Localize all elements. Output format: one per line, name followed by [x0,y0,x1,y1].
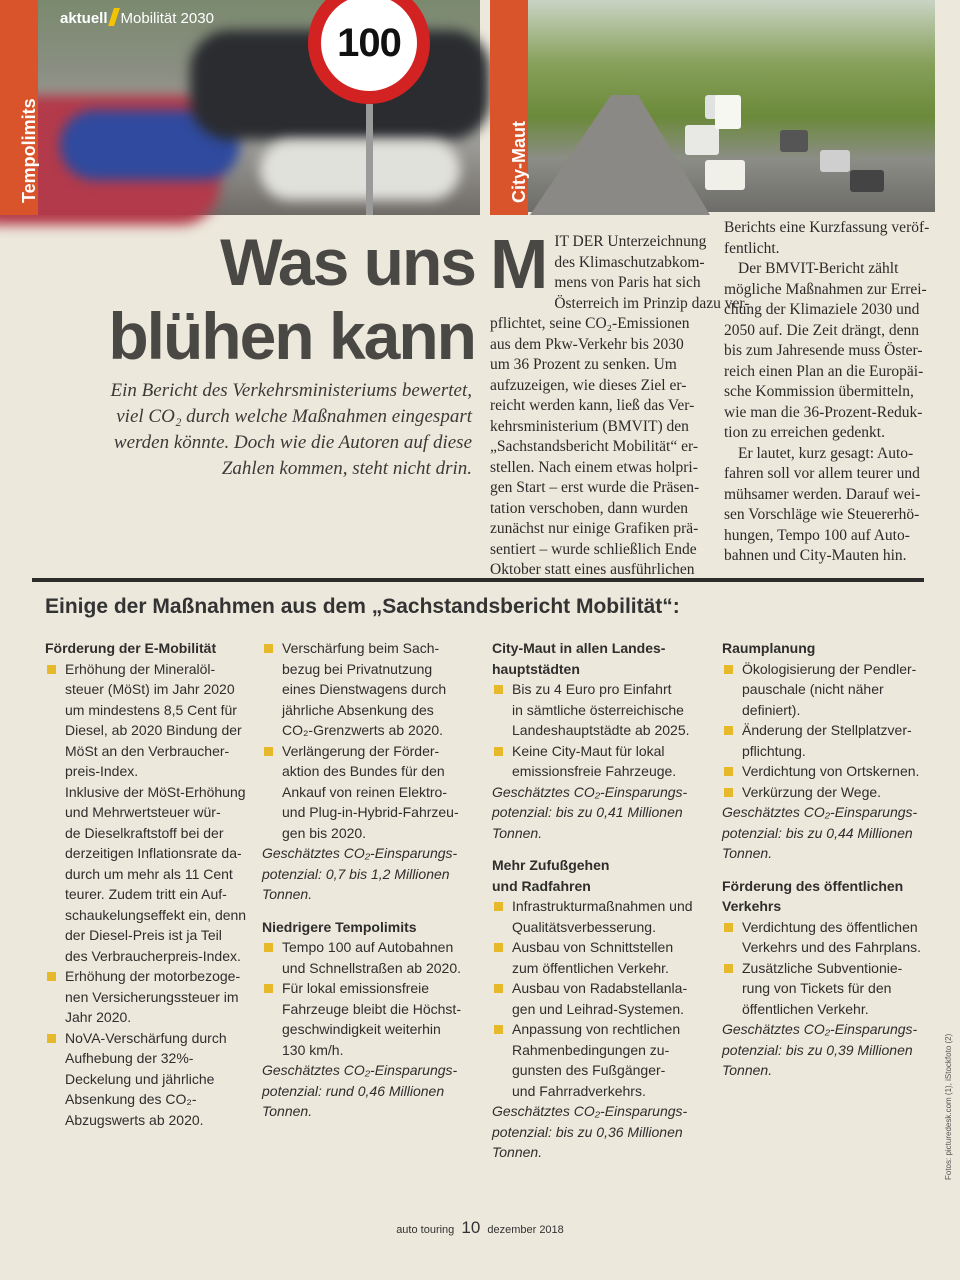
lede-line: Ein Bericht des Verkehrsministeriums bewertet, [110,380,472,401]
traffic-car [780,130,808,152]
bullet-line: teurer. Zudem tritt ein Auf- [65,886,227,902]
bullet-line: jährliche Absenkung des [282,701,434,718]
bullet-item: Verdichtung von Ortskernen. [722,761,937,782]
measures-column-3 [492,638,712,1163]
tab-label: Tempolimits [19,98,39,203]
body-line: IT DER Unterzeichnung [554,233,707,250]
measure-heading: City-Maut in allen Landes- [492,640,666,656]
body-line: fentlicht. [724,239,780,257]
body-line: um 36 Prozent zu senken. Um [490,356,677,373]
speed-value: 100 [337,20,401,65]
bullet-item: Verschärfung beim Sach- [262,638,482,659]
magazine-name: auto touring [396,1224,455,1236]
bullet-line: MöSt an den Verbraucher- [65,742,230,759]
savings-estimate: Tonnen. [492,824,543,841]
page-footer [0,1218,960,1238]
drop-cap: M [490,225,549,303]
traffic-truck [715,95,741,129]
traffic-car [850,170,884,192]
bullet-line: pflichtung. [742,742,806,759]
road [530,95,710,215]
bullet-line: nen Versicherungssteuer im [65,988,239,1005]
section-name: aktuell [60,10,108,27]
sign-pole [366,104,373,215]
measure-heading: Förderung der E-Mobilität [45,640,217,656]
lede-line: Zahlen kommen, steht nicht drin. [221,458,472,479]
bullet-line: Aufhebung der 32%- [65,1050,194,1066]
bullet-item: Ökologisierung der Pendler- [722,659,937,680]
savings-estimate: Geschätztes CO₂-Einsparungs- [262,845,458,861]
traffic-car [705,160,745,190]
spacer [262,905,482,917]
bullet-line: CO₂-Grenzwerts ab 2020. [282,722,444,738]
bullet-item: Verkürzung der Wege. [722,782,937,803]
body-line: aus dem Pkw-Verkehr bis 2030 [490,335,684,353]
savings-estimate: Tonnen. [262,886,313,902]
savings-estimate: potenzial: 0,7 bis 1,2 Millionen [262,865,450,882]
bullet-item: NoVA-Verschärfung durch [45,1028,255,1049]
bullet-item: Ausbau von Radabstellanla- [492,978,712,999]
body-line: kehrsministerium (BMVIT) den [490,417,689,435]
body-line: bahnen und City-Mauten hin. [724,547,907,564]
measure-heading: Niedrigere Tempolimits [262,918,417,935]
bullet-line: Diesel, ab 2020 Bindung der [65,722,242,738]
bullet-item: Erhöhung der motorbezoge- [45,966,255,987]
body-line: chung der Klimaziele 2030 und [724,301,920,318]
bullet-line: Jahr 2020. [65,1009,132,1025]
body-line: zunächst nur einige Grafiken prä- [490,520,699,537]
bullet-line: zum öffentlichen Verkehr. [512,959,669,976]
savings-estimate: Geschätztes CO₂-Einsparungs- [492,783,688,800]
body-line: tation verschoben, dann wurden [490,499,688,517]
savings-estimate: Geschätztes CO₂-Einsparungs- [722,1021,918,1037]
bullet-line: Inklusive der MöSt-Erhöhung [65,783,246,800]
body-line: reicht werden kann, ließ das Ver- [490,397,695,414]
bullet-line: Rahmenbedingungen zu- [512,1041,670,1058]
bullet-line: rung von Tickets für den [742,980,892,996]
bullet-line: pauschale (nicht näher [742,681,884,697]
body-line: 2050 auf. Die Zeit drängt, denn [724,321,919,339]
headline-line: Was uns [220,225,475,299]
savings-estimate: Geschätztes CO₂-Einsparungs- [262,1062,458,1078]
lede-line: werden könnte. Doch wie die Autoren auf diese [113,432,472,453]
bullet-line: öffentlichen Verkehr. [742,1000,869,1017]
bullet-line: definiert). [742,701,801,718]
body-line: bis zum Jahresende muss Öster- [724,342,923,359]
savings-estimate: potenzial: bis zu 0,36 Millionen [492,1123,683,1140]
bullet-line: Deckelung und jährliche [65,1070,215,1087]
measure-heading: Raumplanung [722,640,816,656]
body-line: Er lautet, kurz gesagt: Auto- [738,444,914,462]
bullet-line: der Diesel-Preis ist ja Teil [65,927,222,943]
savings-estimate: potenzial: rund 0,46 Millionen [262,1082,445,1099]
body-column-2 [724,218,930,567]
lede-line: viel CO₂ durch welche Maßnahmen eingespart [116,406,472,427]
bullet-line: derzeitigen Inflationsrate da- [65,845,242,861]
bullet-item: Tempo 100 auf Autobahnen [262,937,482,958]
bullet-line: und Schnellstraßen ab 2020. [282,959,462,976]
bullet-item: Verdichtung des öffentlichen [722,917,937,938]
body-line: sche Kommission übermitteln, [724,383,914,400]
bullet-item: Für lokal emissionsfreie [262,978,482,999]
savings-estimate: Tonnen. [262,1103,313,1119]
savings-estimate: potenzial: bis zu 0,39 Millionen [722,1041,913,1058]
bullet-line: de Dieselkraftstoff bei der [65,824,224,841]
bullet-item: Anpassung von rechtlichen [492,1019,712,1040]
savings-estimate: Tonnen. [722,845,773,861]
body-line: „Sachstandsbericht Mobilität“ er- [490,438,699,455]
measures-column-2 [262,638,482,1122]
bullet-line: Ankauf von reinen Elektro- [282,783,447,800]
body-column-1 [490,225,750,581]
body-line: reich einen Plan an die Europäi- [724,362,924,380]
traffic-car [685,125,719,155]
tab-label: City-Maut [509,121,529,203]
bullet-line: steuer (MöSt) im Jahr 2020 [65,681,235,697]
measure-heading: hauptstädten [492,660,580,677]
traffic-car [820,150,850,172]
blurred-car [260,140,460,200]
bullet-item: Ausbau von Schnittstellen [492,937,712,958]
bullet-line: durch um mehr als 11 Cent [65,865,233,882]
body-line: sen Vorschläge wie Steuererhö- [724,506,920,523]
savings-estimate: Tonnen. [722,1062,773,1078]
bullet-line: und Mehrwertsteuer wür- [65,804,221,820]
measure-heading: Verkehrs [722,898,782,914]
bullet-line: und Plug-in-Hybrid-Fahrzeu- [282,804,459,820]
measure-heading: Mehr Zufußgehen [492,857,610,873]
body-line: gen Start – erst wurde die Präsen- [490,479,700,496]
savings-estimate: Geschätztes CO₂-Einsparungs- [492,1103,688,1119]
savings-estimate: Geschätztes CO₂-Einsparungs- [722,804,918,820]
page-number: 10 [461,1218,481,1237]
body-line: aufzuzeigen, wie dieses Ziel er- [490,376,687,394]
section-topic: Mobilität 2030 [120,10,214,27]
bullet-item: Keine City-Maut für lokal [492,741,712,762]
measures-column-4 [722,638,937,1081]
section-divider [32,578,924,582]
bullet-line: gen und Leihrad-Systemen. [512,1000,684,1017]
issue-date: dezember 2018 [487,1224,564,1236]
body-line: fahren soll vor allem teurer und [724,465,920,482]
savings-estimate: potenzial: bis zu 0,44 Millionen [722,824,913,841]
bullet-item: Verlängerung der Förder- [262,741,482,762]
body-line: mögliche Maßnahmen zur Errei- [724,280,927,298]
body-line: Berichts eine Kurzfassung veröf- [724,219,930,236]
bullet-line: Landeshauptstädte ab 2025. [512,722,690,738]
bullet-item: Änderung der Stellplatzver- [722,720,937,741]
body-line: Österreich im Prinzip dazu ver- [554,294,750,312]
bullet-item: Erhöhung der Mineralöl- [45,659,255,680]
body-line: pflichtet, seine CO₂-Emissionen [490,315,690,332]
photo-credit: Fotos: picturedesk.com (1), iStockfoto (2) [944,1033,953,1180]
slash-icon [108,8,120,26]
box-title: Einige der Maßnahmen aus dem „Sachstandsbericht Mobilität“: [45,595,680,618]
bullet-item: Infrastrukturmaßnahmen und [492,896,712,917]
spacer [722,864,937,876]
bullet-line: gen bis 2020. [282,824,367,841]
body-line: sentiert – wurde schließlich Ende [490,540,697,558]
body-line: tion zu erreichen gedenkt. [724,424,885,441]
bullet-item: Zusätzliche Subventionie- [722,958,937,979]
bullet-line: gunsten des Fußgänger- [512,1062,666,1078]
measure-heading: Förderung des öffentlichen [722,877,904,894]
measures-column-1 [45,638,255,1130]
bullet-line: Qualitätsverbesserung. [512,918,656,935]
article-lede [80,378,472,482]
body-line: mühsamer werden. Darauf wei- [724,485,921,503]
bullet-line: Verkehrs und des Fahrplans. [742,939,921,955]
photo-speed-limit [0,0,480,215]
section-tab-tempolimits [0,0,38,215]
savings-estimate: potenzial: bis zu 0,41 Millionen [492,804,683,820]
bullet-line: des Verbraucherpreis-Index. [65,947,241,964]
bullet-line: eines Dienstwagens durch [282,681,447,697]
bullet-line: 130 km/h. [282,1041,344,1058]
bullet-line: schaukelungseffekt ein, denn [65,906,247,923]
headline-line: blühen kann [108,299,475,373]
body-line: wie man die 36-Prozent-Reduk- [724,403,923,421]
body-line: des Klimaschutzabkom- [554,253,705,271]
section-kicker [60,8,214,27]
measure-heading: und Radfahren [492,877,591,894]
photo-traffic-jam [490,0,935,212]
bullet-line: preis-Index. [65,763,139,779]
bullet-line: bezug bei Privatnutzung [282,660,433,677]
bullet-line: in sämtliche österreichische [512,701,684,718]
bullet-line: Fahrzeuge bleibt die Höchst- [282,1000,461,1017]
bullet-line: um mindestens 8,5 Cent für [65,701,237,718]
bullet-line: und Fahrradverkehrs. [512,1082,646,1099]
body-line: Oktober statt eines ausführlichen [490,561,695,578]
bullet-line: Abzugswerts ab 2020. [65,1111,204,1128]
article-headline [85,225,475,373]
bullet-item: Bis zu 4 Euro pro Einfahrt [492,679,712,700]
section-tab-city-maut [490,0,528,215]
body-line: stellen. Nach einem etwas holpri- [490,458,698,476]
spacer [492,843,712,855]
bullet-line: Absenkung des CO₂- [65,1091,197,1107]
bullet-line: geschwindigkeit weiterhin [282,1021,441,1037]
body-line: Der BMVIT-Bericht zählt [738,260,899,277]
bullet-line: aktion des Bundes für den [282,763,445,779]
body-line: hungen, Tempo 100 auf Auto- [724,526,910,544]
bullet-line: emissionsfreie Fahrzeuge. [512,763,677,779]
body-line: mens von Paris hat sich [554,274,701,291]
savings-estimate: Tonnen. [492,1144,543,1160]
